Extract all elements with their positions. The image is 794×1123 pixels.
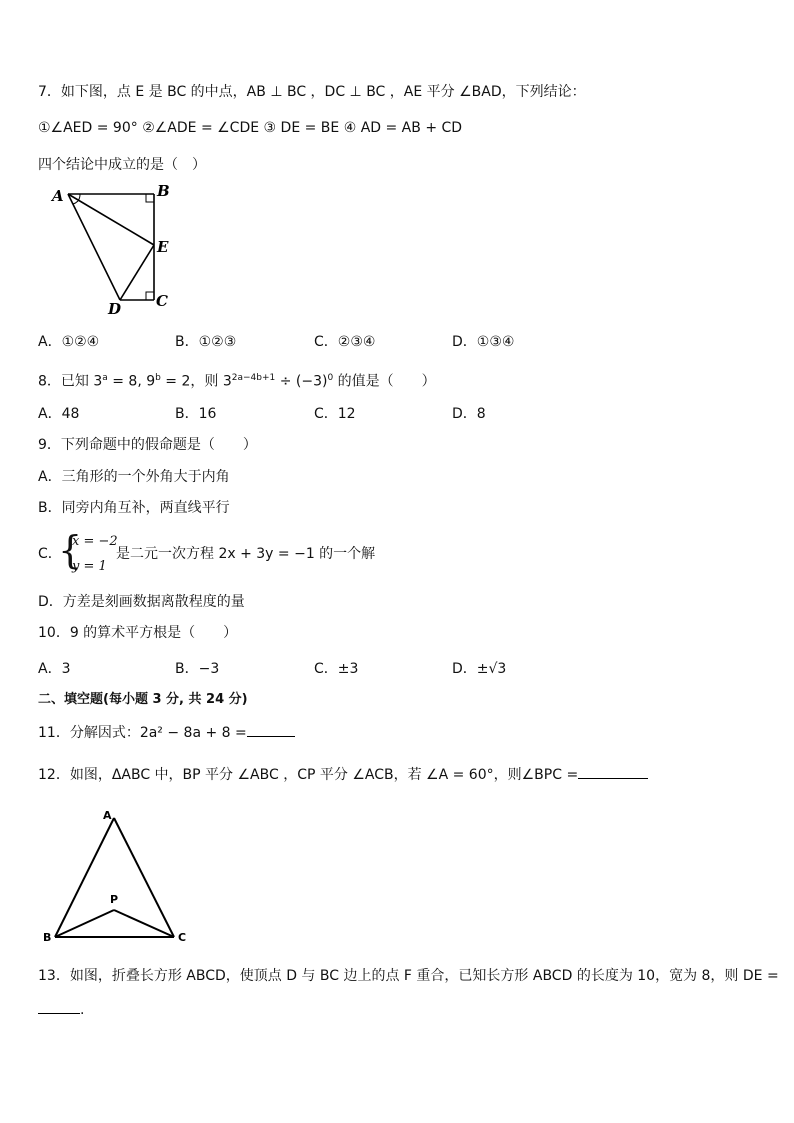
- q9-option-d: D．方差是刻画数据离散程度的量: [38, 594, 245, 610]
- q7-stem: 7．如下图，点 E 是 BC 的中点，AB ⊥ BC ，DC ⊥ BC ，AE 平分 ∠BAD，下列结论：: [38, 84, 586, 100]
- q12-answer-blank: [578, 764, 648, 779]
- label-e: E: [157, 238, 169, 256]
- segment-ac: [114, 818, 174, 937]
- label-d: D: [108, 300, 122, 318]
- q7-option-c: C．②③④: [314, 334, 376, 350]
- q11-stem: 11．分解因式：2a² − 8a + 8 =: [38, 722, 295, 743]
- segment-cp: [114, 910, 174, 937]
- angle-arc-a2: [73, 201, 78, 204]
- label-a: A: [103, 809, 112, 822]
- q7-option-b: B．①②③: [175, 334, 237, 350]
- label-b: B: [43, 931, 52, 944]
- q13-answer-blank: [38, 999, 80, 1014]
- label-c: C: [178, 931, 187, 944]
- q9-eq1: x = −2: [72, 534, 118, 549]
- q12-figure: [40, 806, 200, 946]
- angle-arc-a: [78, 194, 80, 201]
- q8-option-d: D．8: [452, 406, 486, 422]
- q9-stem: 9．下列命题中的假命题是（ ）: [38, 437, 257, 453]
- label-c: C: [156, 292, 168, 310]
- q9-eq2: y = 1: [72, 559, 107, 574]
- right-angle-c: [146, 292, 154, 300]
- right-angle-b: [146, 194, 154, 202]
- q9-option-c-label: C．: [38, 546, 62, 562]
- q10-option-c: C．±3: [314, 661, 359, 677]
- q7-option-d: D．①③④: [452, 334, 515, 350]
- segment-ab: [55, 818, 114, 937]
- q10-option-b: B．−3: [175, 661, 220, 677]
- q10-option-d: D．±√3: [452, 661, 507, 677]
- q8-option-c: C．12: [314, 406, 356, 422]
- q7-figure: [50, 182, 180, 317]
- q9-option-c-text: 是二元一次方程 2x + 3y = −1 的一个解: [116, 546, 376, 562]
- q8-stem: 8．已知 $3^a = 8$, $9^b = 2$，则 $3^{2a-4b+1} \div (-3)^0$ 的值是（ ）: [38, 373, 436, 390]
- label-b: B: [157, 182, 170, 200]
- q8-option-b: B．16: [175, 406, 217, 422]
- q13-stem: 13．如图，折叠长方形 ABCD，使顶点 D 与 BC 边上的点 F 重合，已知长方形 ABCD 的长度为 10，宽为 8，则 DE =: [38, 968, 779, 984]
- label-a: A: [52, 187, 64, 205]
- q8-option-a: A．48: [38, 406, 80, 422]
- q10-stem: 10．9 的算术平方根是（ ）: [38, 625, 238, 641]
- q7-conclusions: ①∠AED = 90° ②∠ADE = ∠CDE ③ DE = BE ④ AD = AB + CD: [38, 120, 463, 136]
- system-brace: {: [58, 528, 83, 572]
- q11-answer-blank: [247, 722, 295, 737]
- q9-option-a: A．三角形的一个外角大于内角: [38, 469, 230, 485]
- q12-stem: 12．如图，ΔABC 中，BP 平分 ∠ABC ，CP 平分 ∠ACB，若 ∠A = 60°，则∠BPC =: [38, 764, 648, 785]
- section-2-heading: 二、填空题(每小题 3 分, 共 24 分): [38, 692, 248, 707]
- q13-answer-line: .: [38, 999, 84, 1020]
- q7-ask: 四个结论中成立的是（ ）: [38, 157, 206, 173]
- q10-option-a: A．3: [38, 661, 71, 677]
- q7-option-a: A．①②④: [38, 334, 100, 350]
- q9-option-b: B．同旁内角互补，两直线平行: [38, 500, 230, 516]
- label-p: P: [110, 893, 119, 906]
- segment-bp: [55, 910, 114, 937]
